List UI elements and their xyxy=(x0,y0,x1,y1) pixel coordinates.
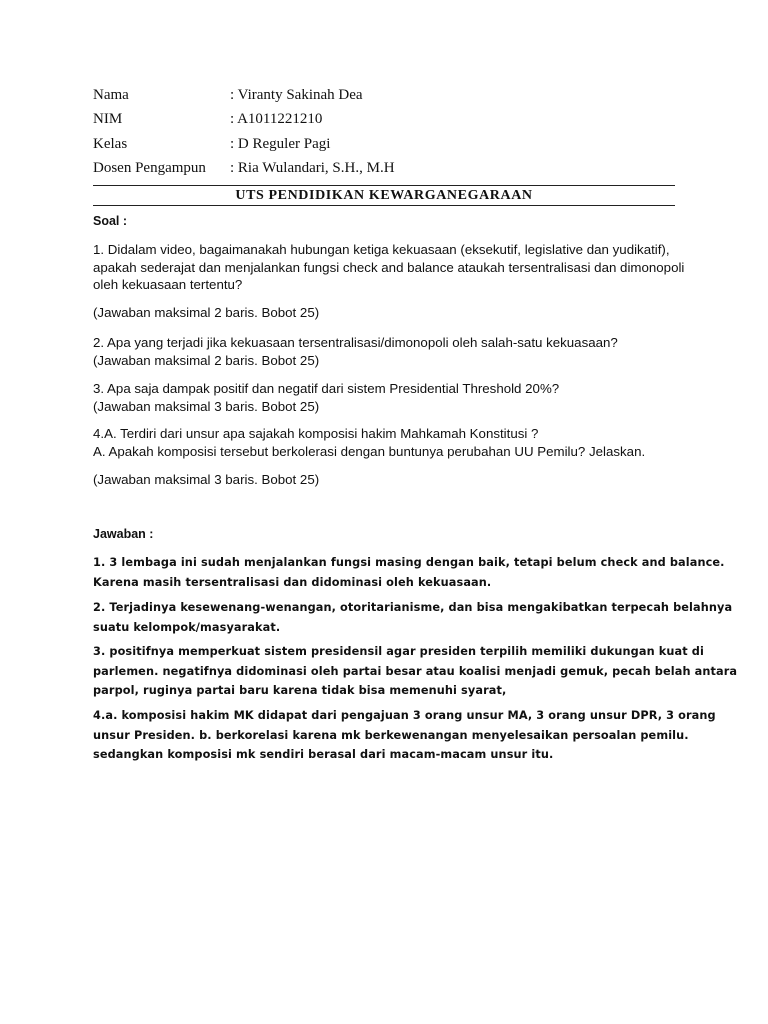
question-4-line: 4.A. Terdiri dari unsur apa sajakah komposisi hakim Mahkamah Konstitusi ? xyxy=(93,426,539,441)
jawaban-label: Jawaban : xyxy=(93,527,154,541)
question-1-line: oleh kekuasaan tertentu? xyxy=(93,277,243,292)
dosen-label: Dosen Pengampun xyxy=(93,160,206,176)
question-2 xyxy=(93,334,683,369)
answer-2 xyxy=(93,598,733,637)
question-4-note: (Jawaban maksimal 3 baris. Bobot 25) xyxy=(93,472,320,487)
answer-2-line: suatu kelompok/masyarakat. xyxy=(93,620,281,634)
question-1-line: apakah sederajat dan menjalankan fungsi check and balance ataukah tersentralisasi dan dimonopoli xyxy=(93,259,685,275)
answer-2-line: 2. Terjadinya kesewenang-wenangan, otoritarianisme, dan bisa mengakibatkan terpecah belahnya xyxy=(93,601,733,614)
title-bottom-rule xyxy=(93,205,675,206)
answer-4-line: 4.a. komposisi hakim MK didapat dari pengajuan 3 orang unsur MA, 3 orang unsur DPR, 3 orang xyxy=(93,709,716,722)
question-3-line: 3. Apa saja dampak positif dan negatif dari sistem Presidential Threshold 20%? xyxy=(93,381,560,396)
question-3-line: (Jawaban maksimal 3 baris. Bobot 25) xyxy=(93,398,320,414)
question-1-note: (Jawaban maksimal 2 baris. Bobot 25) xyxy=(93,305,320,320)
answer-3-line: parlemen. negatifnya didominasi oleh partai besar atau koalisi menjadi gemuk, pecah belah antara xyxy=(93,664,738,678)
answer-1 xyxy=(93,553,725,592)
nim-value: : A1011221210 xyxy=(230,111,323,127)
question-4 xyxy=(93,425,683,460)
answer-4 xyxy=(93,706,716,765)
answer-4-line: sedangkan komposisi mk sendiri berasal dari macam-macam unsur itu. xyxy=(93,748,554,761)
question-2-line: (Jawaban maksimal 2 baris. Bobot 25) xyxy=(93,352,320,368)
question-3 xyxy=(93,380,683,415)
nama-label: Nama xyxy=(93,87,129,103)
title-top-rule xyxy=(93,185,675,186)
document-title: UTS PENDIDIKAN KEWARGANEGARAAN xyxy=(235,188,533,203)
nim-label: NIM xyxy=(93,111,123,127)
nama-value: : Viranty Sakinah Dea xyxy=(230,87,363,103)
question-1-line: 1. Didalam video, bagaimanakah hubungan ketiga kekuasaan (eksekutif, legislative dan yudikatif), xyxy=(93,242,670,257)
question-2-line: 2. Apa yang terjadi jika kekuasaan tersentralisasi/dimonopoli oleh salah-satu kekuasaan? xyxy=(93,335,618,350)
question-4-line: A. Apakah komposisi tersebut berkolerasi dengan buntunya perubahan UU Pemilu? Jelaskan. xyxy=(93,443,646,459)
answer-1-line: Karena masih tersentralisasi dan didominasi oleh kekuasaan. xyxy=(93,575,492,589)
answer-1-line: 1. 3 lembaga ini sudah menjalankan fungsi masing dengan baik, tetapi belum check and balance. xyxy=(93,556,725,569)
dosen-value: : Ria Wulandari, S.H., M.H xyxy=(230,160,395,176)
answer-3-line: 3. positifnya memperkuat sistem presidensil agar presiden terpilih memiliki dukungan kuat di xyxy=(93,645,704,658)
answer-3 xyxy=(93,642,738,701)
question-1 xyxy=(93,241,683,294)
kelas-value: : D Reguler Pagi xyxy=(230,136,331,152)
answer-3-line: parpol, ruginya partai baru karena tidak bisa memenuhi syarat, xyxy=(93,684,507,697)
answer-4-line: unsur Presiden. b. berkorelasi karena mk berkewenangan menyelesaikan persoalan pemilu. xyxy=(93,728,689,742)
soal-label: Soal : xyxy=(93,214,128,228)
kelas-label: Kelas xyxy=(93,136,128,152)
